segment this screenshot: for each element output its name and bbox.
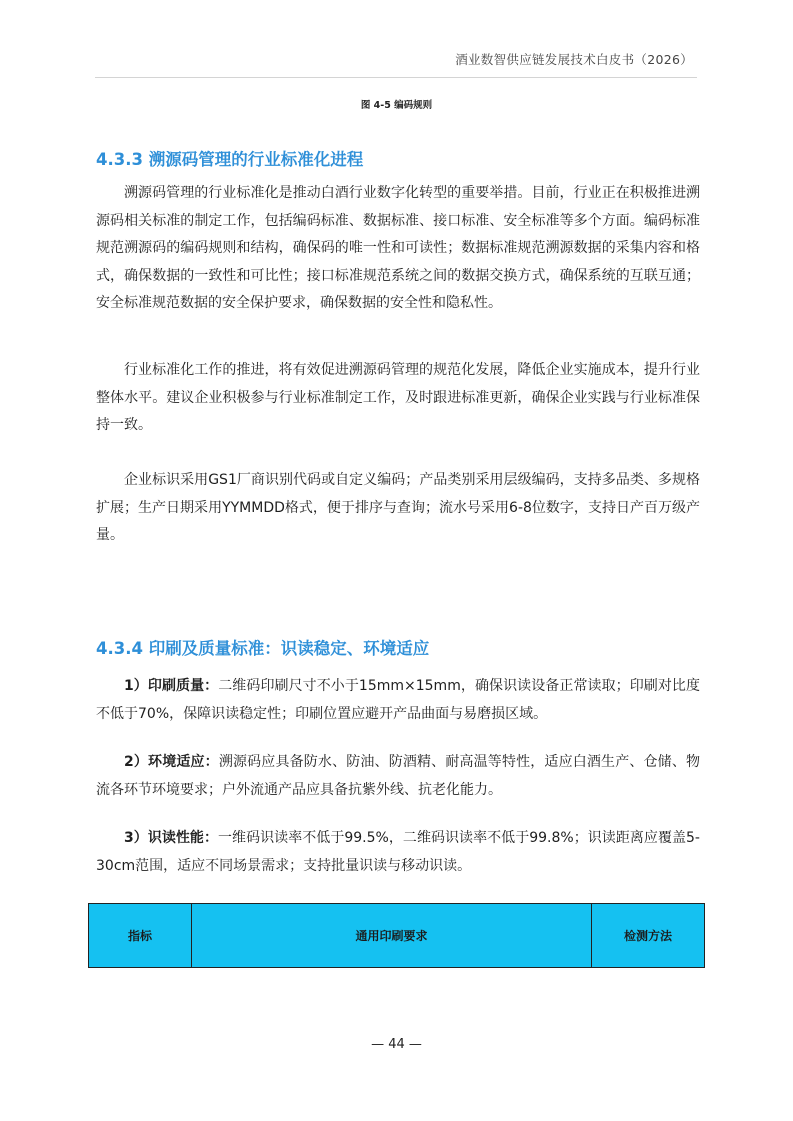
list-item-label: 1）印刷质量：: [124, 678, 219, 694]
print-standards-table: [88, 903, 705, 968]
list-item-label: 2）环境适应：: [124, 754, 219, 770]
list-item-text: 一维码识读率不低于99.5%，二维码识读率不低于99.8%；识读距离应覆盖5-30cm范围，适应不同场景需求；支持批量识读与移动识读。: [96, 830, 700, 874]
list-item-text: 二维码印刷尺寸不小于15mm×15mm，确保识读设备正常读取；印刷对比度不低于70%，保障识读稳定性；印刷位置应避开产品曲面与易磨损区域。: [96, 678, 700, 722]
list-item-read-performance: [96, 825, 700, 880]
page-number: — 44 —: [371, 1037, 422, 1052]
running-header-title: 酒业数智供应链发展技术白皮书（2026）: [455, 52, 693, 67]
column-header-test-method: 检测方法: [592, 904, 705, 968]
list-item-print-quality: [96, 673, 700, 728]
table: [88, 903, 705, 968]
body-paragraph: 行业标准化工作的推进，将有效促进溯源码管理的规范化发展，降低企业实施成本，提升行业整体水平。建议企业积极参与行业标准制定工作，及时跟进标准更新，确保企业实践与行业标准保持一致。: [96, 362, 700, 433]
header-divider: [95, 77, 697, 78]
column-header-requirement: 通用印刷要求: [192, 904, 592, 968]
section-heading-4-3-3: 4.3.3 溯源码管理的行业标准化进程: [96, 150, 364, 169]
body-paragraph: 溯源码管理的行业标准化是推动白酒行业数字化转型的重要举措。目前，行业正在积极推进溯源码相关标准的制定工作，包括编码标准、数据标准、接口标准、安全标准等多个方面。编码标准规范溯源码的编码规则和结构，确保码的唯一性和可读性；数据标准规范溯源数据的采集内容和格式，确保数据的一致性和可比性；接口标准规范系统之间的数据交换方式，确保系统的互联互通；安全标准规范数据的安全保护要求，确保数据的安全性和隐私性。: [96, 185, 700, 311]
list-item-label: 3）识读性能：: [124, 830, 219, 846]
list-item-environment: [96, 749, 700, 804]
body-paragraph: 企业标识采用GS1厂商识别代码或自定义编码；产品类别采用层级编码，支持多品类、多规格扩展；生产日期采用YYMMDD格式，便于排序与查询；流水号采用6-8位数字，支持日产百万级产量。: [96, 472, 700, 543]
column-header-indicator: 指标: [89, 904, 192, 968]
table-header-row: [89, 904, 705, 968]
figure-caption: 图 4-5 编码规则: [360, 100, 433, 111]
section-heading-4-3-4: 4.3.4 印刷及质量标准：识读稳定、环境适应: [96, 639, 430, 658]
list-item-text: 溯源码应具备防水、防油、防酒精、耐高温等特性，适应白酒生产、仓储、物流各环节环境要求；户外流通产品应具备抗紫外线、抗老化能力。: [96, 754, 700, 798]
